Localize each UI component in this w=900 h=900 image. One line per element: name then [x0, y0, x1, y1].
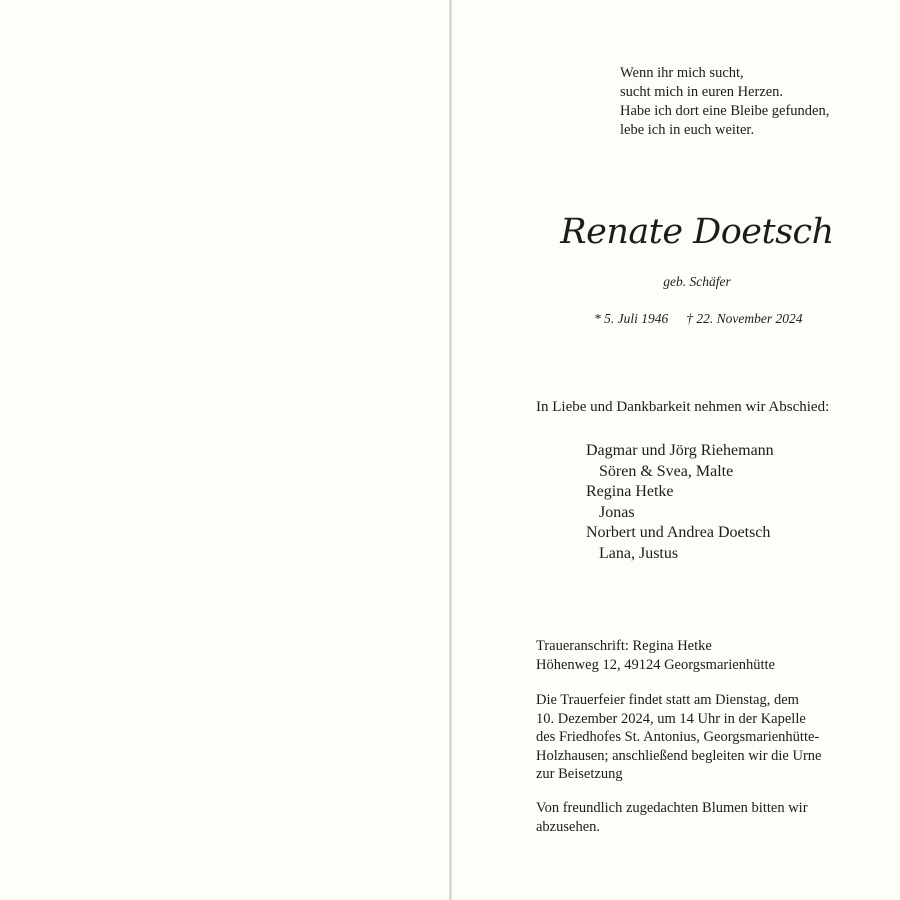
mourner-family: Regina Hetke [586, 483, 674, 501]
mourning-address [536, 637, 775, 674]
poem [620, 64, 829, 140]
ceremony-line: 10. Dezember 2024, um 14 Uhr in der Kapelle [536, 710, 806, 727]
ceremony-info [536, 691, 821, 784]
poem-line: lebe ich in euch weiter. [620, 122, 755, 138]
deceased-name: Renate Doetsch [560, 212, 834, 252]
ceremony-line: zur Beisetzung [536, 766, 623, 782]
poem-line: Wenn ihr mich sucht, [620, 65, 744, 81]
mourner-family: Norbert und Andrea Doetsch [586, 524, 771, 542]
life-dates [594, 311, 802, 327]
mourner-family: Dagmar und Jörg Riehemann [586, 442, 774, 459]
birth-date: * 5. Juli 1946 [594, 311, 669, 326]
poem-line: Habe ich dort eine Bleibe gefunden, [620, 103, 830, 119]
mourner-children: Jonas [599, 503, 635, 521]
ceremony-line: des Friedhofes St. Antonius, Georgsmarienhütte- [536, 729, 820, 745]
mourner-children: Lana, Justus [599, 544, 679, 562]
ceremony-line: Die Trauerfeier findet statt am Dienstag, dem [536, 692, 799, 708]
death-date: † 22. November 2024 [686, 311, 803, 326]
mourner-children: Sören & Svea, Malte [599, 462, 734, 480]
flowers-note [536, 799, 808, 836]
flowers-line: abzusehen. [536, 818, 601, 835]
mourners-list [586, 441, 774, 565]
address-line: Traueranschrift: Regina Hetke [536, 638, 712, 654]
ceremony-line: Holzhausen; anschließend begleiten wir die Urne [536, 747, 822, 764]
farewell-line: In Liebe und Dankbarkeit nehmen wir Abschied: [536, 399, 830, 415]
maiden-name: geb. Schäfer [663, 274, 731, 289]
flowers-line: Von freundlich zugedachten Blumen bitten wir [536, 800, 808, 816]
address-line: Höhenweg 12, 49124 Georgsmarienhütte [536, 656, 775, 673]
poem-line: sucht mich in euren Herzen. [620, 84, 784, 100]
left-page-blank [0, 0, 449, 900]
